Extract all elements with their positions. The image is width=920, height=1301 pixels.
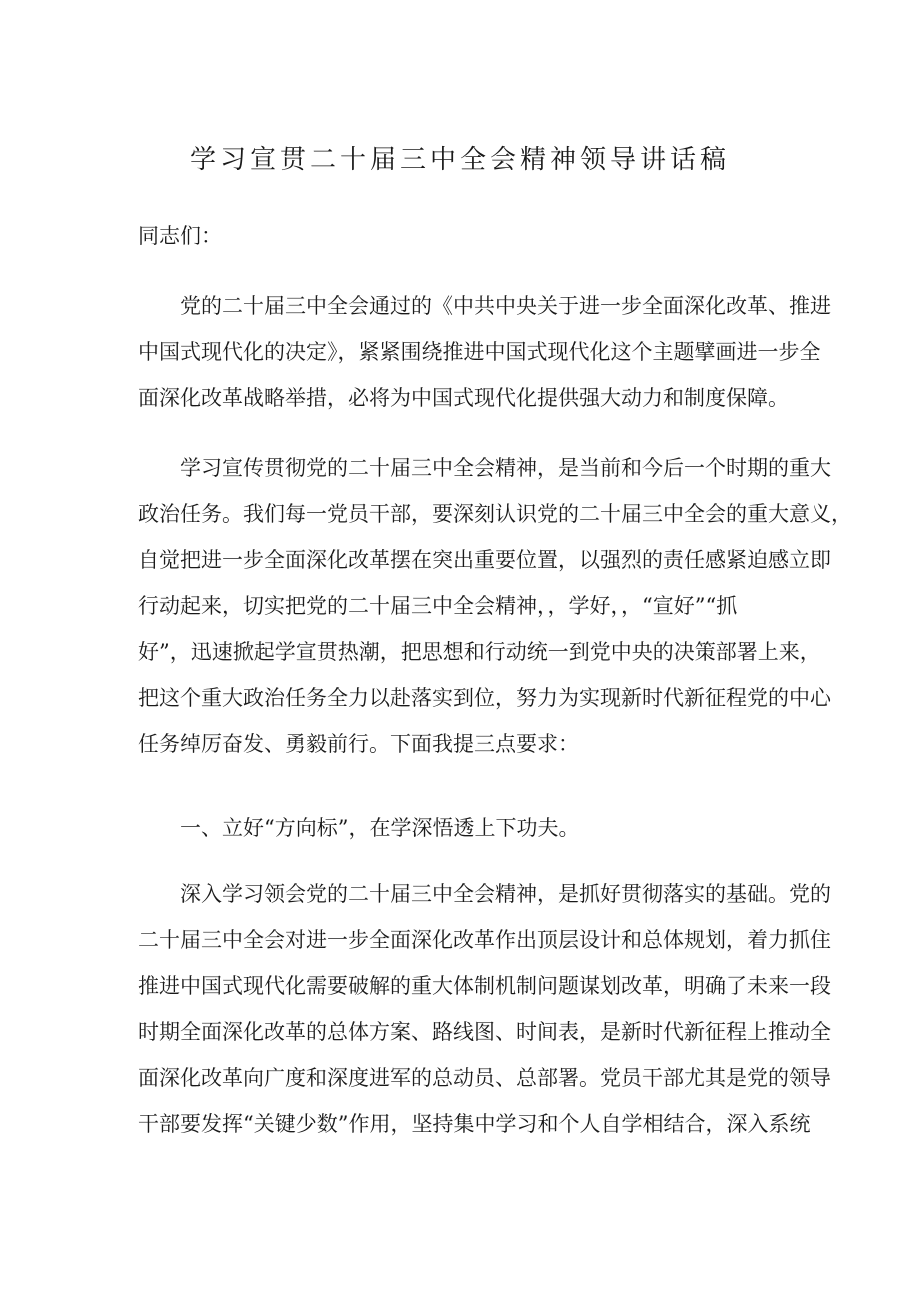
salutation: 同志们： [138,224,222,248]
paragraph-line: 面深化改革战略举措，必将为中国式现代化提供强大动力和制度保障。 [138,386,789,410]
paragraph-line: 二十届三中全会对进一步全面深化改革作出顶层设计和总体规划，着力抓住 [138,928,831,952]
paragraph-line: 自觉把进一步全面深化改革摆在突出重要位置，以强烈的责任感紧迫感立即 [138,548,831,572]
paragraph-line: 学习宣传贯彻党的二十届三中全会精神，是当前和今后一个时期的重大 [180,456,831,480]
paragraph-line: 干部要发挥“关键少数”作用，坚持集中学习和个人自学相结合，深入系统 [138,1112,811,1136]
paragraph-line: 任务绰厉奋发、勇毅前行。下面我提三点要求： [138,732,579,756]
paragraph-line: 中国式现代化的决定》，紧紧围绕推进中国式现代化这个主题擘画进一步全 [138,340,821,364]
paragraph-line: 把这个重大政治任务全力以赴落实到位，努力为实现新时代新征程党的中心 [138,686,831,710]
section-heading: 一、立好“方向标”，在学深悟透上下功夫。 [180,816,580,840]
paragraph-line: 行动起来，切实把党的二十届三中全会精神，，学好，，“宣好”“抓 [138,594,738,618]
paragraph-line: 深入学习领会党的二十届三中全会精神，是抓好贯彻落实的基础。党的 [180,882,831,906]
paragraph-line: 党的二十届三中全会通过的《中共中央关于进一步全面深化改革、推进 [180,294,831,318]
paragraph-line: 面深化改革向广度和深度进军的总动员、总部署。党员干部尤其是党的领导 [138,1066,831,1090]
paragraph-line: 政治任务。我们每一党员干部，要深刻认识党的二十届三中全会的重大意义， [138,502,852,526]
paragraph-line: 推进中国式现代化需要破解的重大体制机制问题谋划改革，明确了未来一段 [138,974,831,998]
document-title: 学习宣贯二十届三中全会精神领导讲话稿 [189,145,730,175]
paragraph-line: 好”，迅速掀起学宣贯热潮，把思想和行动统一到党中央的决策部署上来， [138,640,821,664]
paragraph-line: 时期全面深化改革的总体方案、路线图、时间表，是新时代新征程上推动全 [138,1020,831,1044]
